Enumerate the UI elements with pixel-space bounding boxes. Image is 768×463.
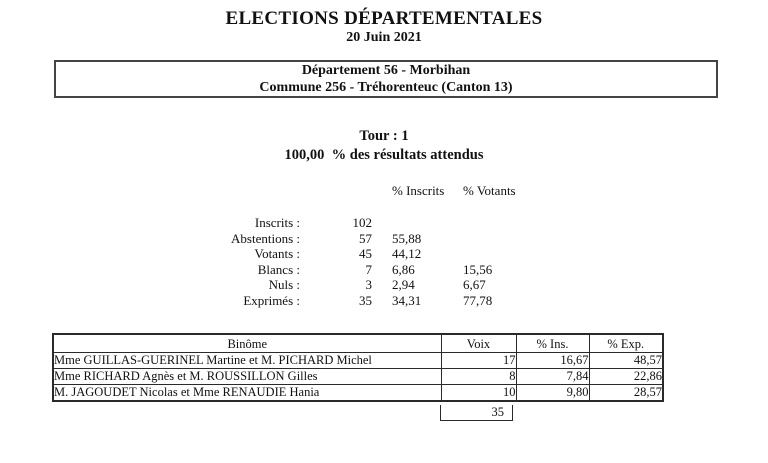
stat-value: 57 (359, 230, 372, 246)
results-progress-label: 100,00 % des résultats attendus (284, 147, 484, 163)
table-row (53, 353, 663, 369)
column-header-binome: Binôme (53, 334, 441, 353)
pct-ins-value: 7,84 (516, 369, 589, 385)
stat-value: 3 (365, 277, 372, 292)
table-row (53, 369, 663, 385)
pct-exp-value: 22,86 (589, 369, 663, 385)
participation-stats (50, 215, 553, 308)
stats-header-pct-inscrits: % Inscrits (392, 183, 445, 198)
stat-value: 35 (359, 292, 372, 308)
stat-row-abstentions (50, 231, 553, 247)
pct-ins-value: 9,80 (516, 385, 589, 402)
stat-pct-inscrits: 44,12 (392, 246, 422, 261)
voix-value: 8 (441, 369, 516, 385)
stat-value: 45 (359, 246, 372, 261)
stat-row-blancs (50, 262, 553, 278)
stat-pct-votants: 15,56 (463, 261, 493, 277)
stat-row-votants (50, 246, 553, 262)
stat-pct-votants (463, 231, 553, 247)
stat-pct-inscrits: 34,31 (392, 292, 422, 308)
stat-label: Inscrits : (254, 215, 300, 230)
election-date: 20 Juin 2021 (346, 30, 422, 45)
voix-value: 10 (441, 385, 516, 402)
stat-label: Nuls : (268, 277, 300, 292)
results-table (52, 333, 664, 402)
stat-pct-inscrits: 55,88 (392, 230, 422, 246)
stat-label: Abstentions : (231, 230, 300, 246)
commune-label: Commune 256 - Tréhorenteuc (Canton 13) (259, 80, 513, 95)
pct-exp-value: 28,57 (589, 385, 663, 402)
stat-row-inscrits (50, 215, 553, 231)
pct-ins-value: 16,67 (516, 353, 589, 369)
stat-value: 7 (365, 261, 372, 277)
candidate-pair-name: Mme RICHARD Agnès et M. ROUSSILLON Gilles (53, 369, 441, 385)
column-header-voix: Voix (441, 334, 516, 353)
stat-pct-votants (463, 246, 553, 262)
column-header-pct-exp: % Exp. (589, 334, 663, 353)
tour-label: Tour : 1 (359, 128, 409, 144)
stat-row-nuls (50, 277, 553, 293)
table-row (53, 385, 663, 402)
page-title: ELECTIONS DÉPARTEMENTALES (225, 8, 543, 29)
stat-pct-inscrits (392, 215, 463, 231)
stat-pct-votants: 77,78 (463, 292, 493, 308)
stat-value: 102 (352, 215, 372, 230)
location-box (54, 60, 718, 98)
column-header-pct-ins: % Ins. (516, 334, 589, 353)
pct-exp-value: 48,57 (589, 353, 663, 369)
stat-label: Votants : (254, 246, 300, 261)
results-table-header-row (53, 334, 663, 353)
stat-pct-votants (463, 215, 553, 231)
stat-label: Exprimés : (243, 292, 300, 308)
departement-label: Département 56 - Morbihan (301, 63, 471, 78)
stat-pct-inscrits: 6,86 (392, 261, 415, 277)
total-voix-cell: 35 (440, 405, 513, 421)
candidate-pair-name: M. JAGOUDET Nicolas et Mme RENAUDIE Hania (53, 385, 441, 402)
stat-pct-inscrits: 2,94 (392, 277, 415, 292)
candidate-pair-name: Mme GUILLAS-GUERINEL Martine et M. PICHARD Michel (53, 353, 441, 369)
voix-value: 17 (441, 353, 516, 369)
stat-pct-votants: 6,67 (463, 277, 486, 292)
stats-header-pct-votants: % Votants (463, 183, 516, 198)
stat-row-exprimes (50, 293, 553, 309)
stat-label: Blancs : (257, 261, 300, 277)
